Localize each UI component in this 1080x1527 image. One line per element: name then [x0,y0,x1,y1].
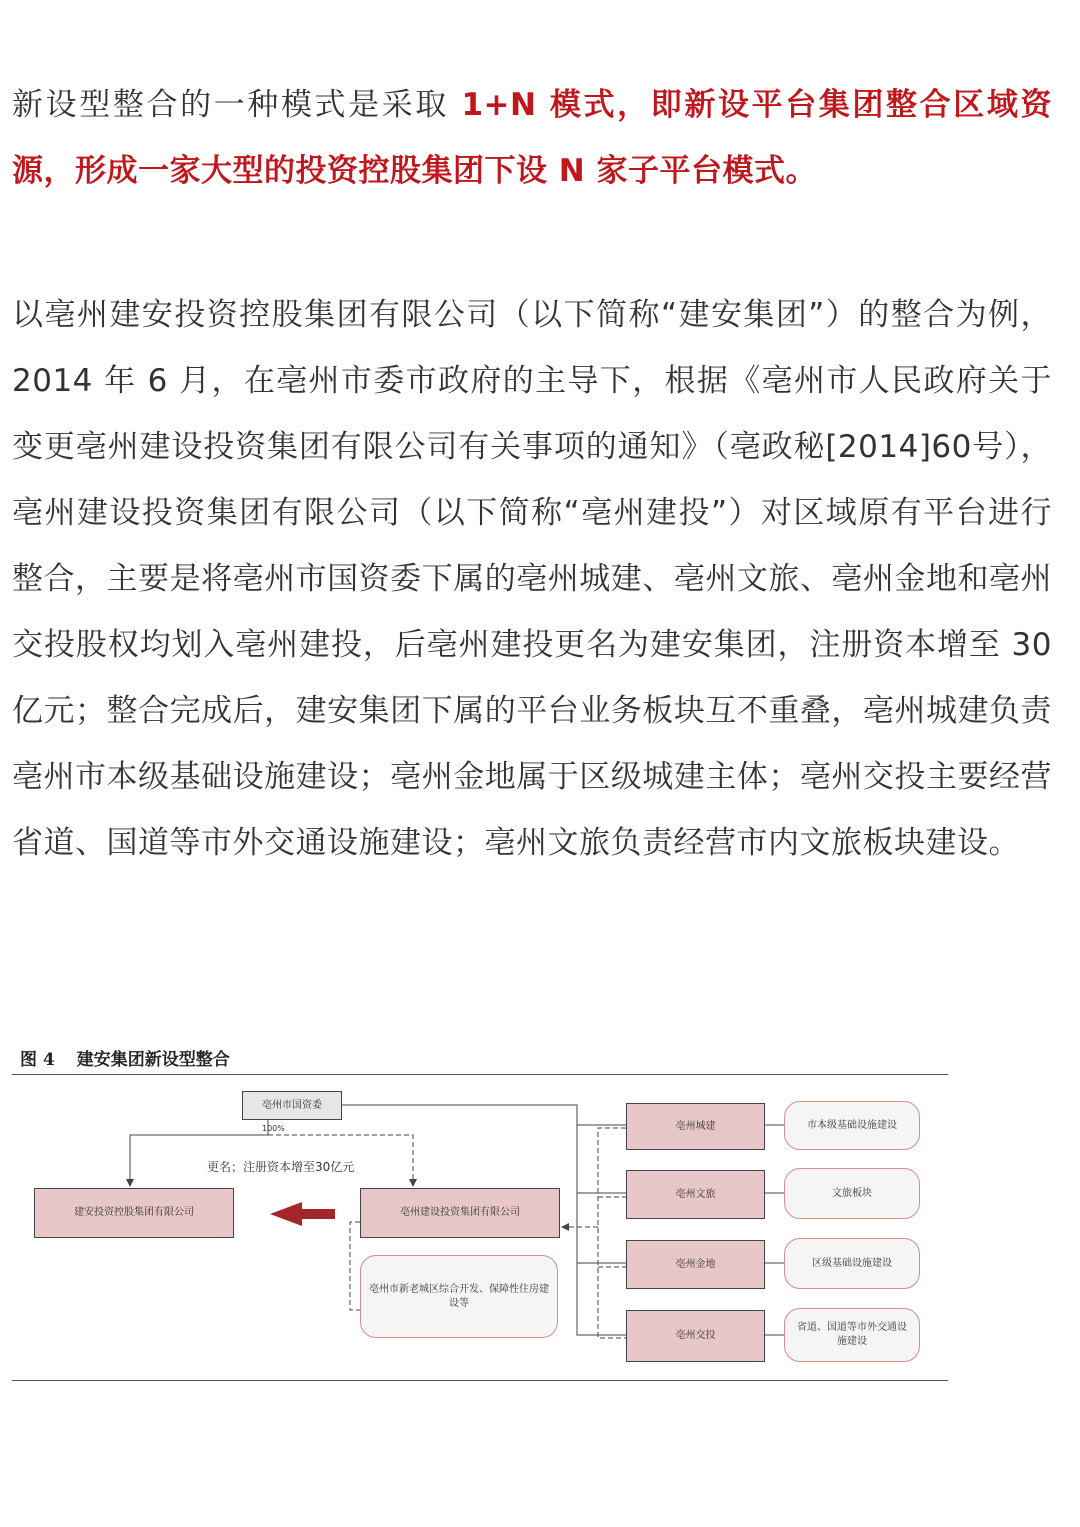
business-jindi: 区级基础设施建设 [784,1238,920,1289]
intro-paragraph [12,72,1052,204]
share-label: 100% [262,1124,285,1133]
node-sub-chengjian: 亳州城建 [626,1103,765,1150]
connector-subs-to-business [765,1125,784,1335]
connector-jiantou-to-business [350,1222,360,1310]
figure-caption [20,1045,230,1070]
figure-number: 图 4 [20,1050,55,1070]
node-bozhou-jiantou: 亳州建设投资集团有限公司 [360,1188,560,1238]
figure-top-rule [12,1074,948,1075]
rename-arrow-icon [270,1202,335,1226]
business-jiaotou: 省道、国道等市外交通设施建设 [784,1308,920,1362]
node-sasac: 亳州市国资委 [242,1091,342,1120]
intro-text: 新设型整合的一种模式是采取 [12,87,462,123]
example-paragraph: 以亳州建安投资控股集团有限公司（以下简称“建安集团”）的整合为例，2014 年 6 月，在亳州市委市政府的主导下，根据《亳州市人民政府关于变更亳州建设投资集团有限公司有关事项的通知》（亳政秘[2014]60号），亳州建设投资集团有限公司（以下简称“亳州建投”）对区域原有平台进行整合，主要是将亳州市国资委下属的亳州城建、亳州文旅、亳州金地和亳州交投股权均划入亳州建投，后亳州建投更名为建安集团，注册资本增至 30 亿元；整合完成后，建安集团下属的平台业务板块互不重叠，亳州城建负责亳州市本级基础设施建设；亳州金地属于区级城建主体；亳州交投主要经营省道、国道等市外交通设施建设；亳州文旅负责经营市内文旅板块建设。 [12,297,1052,861]
node-sub-wenlv: 亳州文旅 [626,1170,765,1219]
business-chengjian: 市本级基础设施建设 [784,1101,920,1150]
node-sub-jindi: 亳州金地 [626,1240,765,1289]
business-wenlv: 文旅板块 [784,1168,920,1219]
node-jiantou-business: 亳州市新老城区综合开发、保障性住房建设等 [360,1255,558,1338]
intro-highlight-text: 1+N 模式，即新设平台集团整合区域资源，形成一家大型的投资控股集团下设 N 家子平台模式。 [12,87,1053,189]
figure-title: 建安集团新设型整合 [76,1050,230,1070]
node-sub-jiaotou: 亳州交投 [626,1310,765,1362]
rename-label: 更名；注册资本增至30亿元 [207,1160,355,1174]
connector-subs-to-jiantou [562,1128,626,1338]
connector-sasac-to-jianan [130,1120,268,1186]
figure-bottom-rule [12,1380,948,1381]
node-jianan-group: 建安投资控股集团有限公司 [34,1188,234,1238]
